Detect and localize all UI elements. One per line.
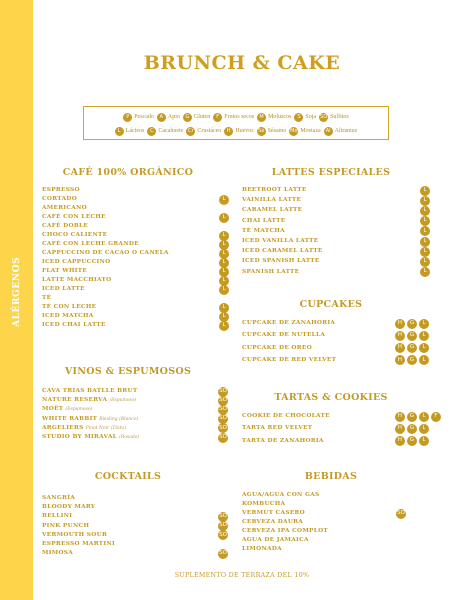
allergen-icons bbox=[218, 530, 228, 540]
section-title-cafe: CAFÉ 100% ORGÁNICO bbox=[62, 167, 194, 178]
allergen-icons bbox=[395, 355, 429, 365]
section-title-tartas: TARTAS & COOKIES bbox=[274, 392, 388, 403]
legend-item bbox=[157, 113, 180, 122]
menu-item-vinos bbox=[42, 406, 92, 412]
menu-item-cafe bbox=[42, 304, 96, 310]
menu-item-cupcakes bbox=[242, 332, 325, 338]
menu-item-cafe bbox=[42, 259, 110, 265]
menu-item-name: ICED CAPPUCCINO bbox=[42, 259, 111, 265]
allergen-icons bbox=[420, 216, 430, 226]
legend-item bbox=[224, 127, 253, 136]
sulphites-icon: SO bbox=[218, 414, 228, 424]
dairy-icon: L bbox=[219, 231, 229, 241]
gluten-icon: G bbox=[407, 412, 417, 422]
dairy-icon: L bbox=[420, 196, 430, 206]
menu-item-name: BELLINI bbox=[42, 513, 73, 520]
menu-item-cafe bbox=[42, 295, 51, 301]
menu-item-name: ICED MATCHA bbox=[42, 313, 94, 319]
sulphites-icon: SO bbox=[320, 113, 328, 120]
legend-item bbox=[257, 127, 287, 136]
menu-item-name: AGUA/AGUA CON GAS bbox=[242, 492, 320, 498]
menu-item-name: VERMOUTH SOUR bbox=[42, 531, 108, 538]
allergen-icons bbox=[395, 331, 429, 341]
menu-item-name: CARAMEL LATTE bbox=[242, 207, 303, 214]
menu-item-cocktails bbox=[42, 523, 89, 529]
allergen-icons bbox=[420, 247, 430, 257]
menu-item-name: PINK PUNCH bbox=[42, 522, 90, 529]
sulphites-icon: SO bbox=[218, 521, 228, 531]
menu-item-name: TÉ CON LECHE bbox=[42, 304, 97, 310]
menu-item-name: ESPRESSO MARTINI bbox=[42, 541, 115, 547]
legend-label: Sésamo bbox=[267, 128, 287, 134]
legend-item bbox=[115, 127, 145, 136]
dairy-icon: L bbox=[420, 206, 430, 216]
dairy-icon: L bbox=[219, 240, 229, 250]
lupin-icon: Al bbox=[324, 127, 333, 136]
allergen-icons bbox=[219, 213, 229, 223]
egg-icon: H bbox=[395, 436, 405, 446]
sulphites-icon: SO bbox=[396, 509, 406, 519]
menu-item-name: ICED CHAI LATTE bbox=[42, 322, 106, 328]
menu-item-name: COOKIE DE CHOCOLATE bbox=[242, 413, 330, 419]
section-title-cocktails: COCKTAILS bbox=[94, 471, 162, 482]
nuts-icon: F bbox=[213, 113, 222, 122]
menu-item-tartas bbox=[242, 438, 324, 444]
peanut-icon: C bbox=[147, 127, 156, 136]
menu-item-name: ICED SPANISH LATTE bbox=[242, 258, 320, 265]
menu-item-name: CAVA TRIAS BATLLE BRUT bbox=[42, 388, 138, 394]
dairy-icon: L bbox=[419, 331, 429, 341]
sulphites-icon: SO bbox=[218, 396, 228, 406]
dairy-icon: L bbox=[420, 267, 430, 277]
menu-item-cafe bbox=[42, 322, 106, 328]
egg-icon: H bbox=[395, 343, 405, 353]
allergen-icons bbox=[219, 285, 229, 295]
dairy-icon: L bbox=[219, 249, 229, 259]
menu-item-note: (Espumoso) bbox=[109, 398, 137, 404]
menu-item-name: AGUA DE JAMAICA bbox=[242, 537, 309, 543]
legend-item bbox=[319, 113, 349, 122]
gluten-icon: G bbox=[407, 436, 417, 446]
menu-item-name: CAFÉ CON LECHE bbox=[42, 214, 106, 220]
allergen-icons bbox=[420, 186, 430, 196]
dairy-icon: L bbox=[219, 195, 229, 205]
section-title-bebidas: BEBIDAS bbox=[304, 471, 358, 482]
dairy-icon: L bbox=[420, 247, 430, 257]
menu-item-lattes bbox=[242, 197, 301, 203]
menu-item-name: CERVEZA DAURA bbox=[242, 519, 304, 525]
legend-label: Sulfitos bbox=[330, 114, 349, 120]
allergen-icons bbox=[395, 424, 429, 434]
menu-item-name: CUPCAKE DE ZANAHORIA bbox=[242, 320, 336, 326]
menu-item-vinos bbox=[42, 388, 137, 394]
menu-item-name: FLAT WHITE bbox=[42, 268, 88, 274]
menu-item-bebidas bbox=[242, 537, 309, 543]
menu-item-cocktails bbox=[42, 504, 95, 510]
menu-item-cafe bbox=[42, 196, 77, 202]
menu-item-name: TÉ bbox=[42, 295, 52, 301]
menu-item-cafe bbox=[42, 250, 169, 256]
menu-item-name: NATURE RESERVA bbox=[42, 397, 108, 404]
dairy-icon: L bbox=[420, 216, 430, 226]
allergen-icons bbox=[396, 509, 406, 519]
allergen-icons bbox=[420, 237, 430, 247]
menu-item-cafe bbox=[42, 232, 107, 238]
menu-title: BRUNCH & CAKE bbox=[143, 52, 341, 74]
gluten-icon: G bbox=[407, 331, 417, 341]
sulphites-icon: SO bbox=[218, 512, 228, 522]
legend-label: Gluten bbox=[193, 114, 211, 120]
dairy-icon: L bbox=[419, 424, 429, 434]
egg-icon: H bbox=[395, 424, 405, 434]
allergen-icons bbox=[420, 267, 430, 277]
egg-icon: H bbox=[395, 331, 405, 341]
sesame-icon: Sé bbox=[258, 127, 265, 134]
sulphites-icon: SO bbox=[218, 423, 228, 433]
dairy-icon: L bbox=[419, 355, 429, 365]
legend-label: Altramuz bbox=[334, 128, 358, 134]
menu-item-lattes bbox=[242, 228, 285, 234]
dairy-icon: L bbox=[219, 258, 229, 268]
menu-item-cafe bbox=[42, 268, 87, 274]
legend-item bbox=[257, 113, 291, 122]
menu-item-note: Riesling (Blanco) bbox=[99, 416, 139, 422]
menu-item-cocktails bbox=[42, 513, 72, 519]
menu-item-name: CUPCAKE DE NUTELLA bbox=[242, 332, 326, 339]
menu-item-vinos bbox=[42, 397, 136, 403]
soy-icon: S bbox=[294, 113, 303, 122]
allergen-icons bbox=[395, 319, 429, 329]
legend-label: Moluscos bbox=[268, 114, 292, 120]
egg-icon: H bbox=[395, 319, 405, 329]
menu-item-cupcakes bbox=[242, 357, 336, 363]
dairy-icon: L bbox=[219, 213, 229, 223]
dairy-icon: L bbox=[115, 127, 124, 136]
egg-icon: H bbox=[395, 412, 405, 422]
menu-item-note: Pinot Noir (Tinto) bbox=[85, 425, 126, 431]
menu-item-name: CAFÉ CON LECHE GRANDE bbox=[42, 241, 139, 247]
gluten-icon: G bbox=[407, 424, 417, 434]
allergen-icons bbox=[219, 195, 229, 205]
dairy-icon: L bbox=[219, 321, 229, 331]
terrace-supplement-note: SUPLEMENTO DE TERRAZA DEL 10% bbox=[174, 572, 310, 579]
menu-item-lattes bbox=[242, 248, 323, 254]
allergen-icons bbox=[395, 436, 429, 446]
gluten-icon: G bbox=[407, 343, 417, 353]
crustacean-icon: Cr bbox=[188, 127, 194, 134]
gluten-icon: G bbox=[407, 319, 417, 329]
menu-item-name: TARTA DE ZANAHORIA bbox=[242, 437, 324, 444]
legend-row bbox=[84, 110, 388, 124]
section-title-cupcakes: CUPCAKES bbox=[299, 299, 363, 310]
dairy-icon: L bbox=[420, 257, 430, 267]
legend-label: Cacahuete bbox=[158, 128, 184, 134]
menu-item-cafe bbox=[42, 241, 139, 247]
menu-item-name: ICED VANILLA LATTE bbox=[242, 238, 319, 244]
menu-item-cafe bbox=[42, 277, 112, 283]
sulphites-icon: SO bbox=[218, 530, 228, 540]
menu-item-lattes bbox=[242, 258, 320, 264]
egg-icon: H bbox=[395, 355, 405, 365]
menu-item-name: TARTA RED VELVET bbox=[242, 425, 313, 432]
menu-item-name: LIMONADA bbox=[242, 546, 282, 552]
dairy-icon: L bbox=[420, 186, 430, 196]
legend-label: Pescado bbox=[134, 114, 154, 120]
dairy-icon: L bbox=[219, 267, 229, 277]
section-title-vinos: VINOS & ESPUMOSOS bbox=[64, 366, 192, 377]
menu-item-name: MOËT bbox=[42, 406, 64, 413]
menu-item-cafe bbox=[42, 214, 106, 220]
menu-item-name: CERVEZA IPA COMPLOT bbox=[242, 528, 329, 534]
legend-item bbox=[183, 113, 210, 122]
menu-item-note: (Espumoso) bbox=[65, 407, 93, 413]
menu-item-name: ICED CARAMEL LATTE bbox=[242, 248, 323, 255]
allergen-icons bbox=[218, 549, 228, 559]
dairy-icon: L bbox=[420, 226, 430, 236]
fish-icon: P bbox=[123, 113, 132, 122]
sulphites-icon: SO bbox=[218, 549, 228, 559]
menu-item-name: CAFÉ DOBLE bbox=[42, 223, 89, 229]
menu-item-name: BEETROOT LATTE bbox=[242, 187, 307, 193]
menu-item-bebidas bbox=[242, 510, 305, 516]
allergen-icons bbox=[420, 206, 430, 216]
legend-label: Frutos secos bbox=[224, 114, 255, 120]
sulphites-icon: SO bbox=[218, 387, 228, 397]
legend-item bbox=[123, 113, 154, 122]
legend-label: Crustáceo bbox=[197, 128, 222, 134]
menu-item-lattes bbox=[242, 269, 299, 275]
legend-row bbox=[84, 124, 388, 138]
allergen-icons bbox=[218, 433, 228, 443]
menu-item-tartas bbox=[242, 413, 330, 419]
menu-item-bebidas bbox=[242, 492, 320, 498]
menu-item-cafe bbox=[42, 313, 94, 319]
dairy-icon: L bbox=[219, 303, 229, 313]
legend-item bbox=[324, 127, 358, 136]
menu-item-name: VAINILLA LATTE bbox=[242, 197, 302, 204]
allergen-icons bbox=[395, 412, 441, 422]
legend-item bbox=[186, 127, 221, 136]
egg-icon: H bbox=[224, 127, 233, 136]
menu-item-name: SANGRÍA bbox=[42, 495, 76, 501]
allergen-icons bbox=[219, 321, 229, 331]
menu-item-name: ICED LATTE bbox=[42, 286, 85, 292]
menu-item-name: SPANISH LATTE bbox=[242, 268, 300, 275]
gluten-icon: G bbox=[183, 113, 192, 122]
allergens-label: ALÉRGENOS bbox=[12, 256, 22, 327]
menu-item-lattes bbox=[242, 238, 319, 244]
menu-item-name: CAPPUCCINO DE CACAO O CANELA bbox=[42, 250, 169, 256]
menu-item-vinos bbox=[42, 425, 126, 431]
menu-item-name: STUDIO BY MIRAVAL bbox=[42, 434, 118, 440]
menu-item-name: ESPRESSO bbox=[42, 187, 80, 193]
mustard-icon: Mo bbox=[290, 127, 298, 134]
dairy-icon: L bbox=[219, 285, 229, 295]
menu-item-bebidas bbox=[242, 546, 282, 552]
menu-item-tartas bbox=[242, 425, 312, 431]
menu-item-name: CORTADO bbox=[42, 196, 78, 202]
menu-item-name: ARGELIERS bbox=[42, 424, 84, 431]
menu-item-name: AMERICANO bbox=[42, 205, 88, 211]
menu-item-name: VERMUT CASERO bbox=[242, 510, 306, 516]
gluten-icon: G bbox=[407, 355, 417, 365]
menu-item-cafe bbox=[42, 205, 87, 211]
menu-item-name: LATTE MACCHIATO bbox=[42, 277, 112, 283]
menu-item-bebidas bbox=[242, 501, 285, 507]
dairy-icon: L bbox=[420, 237, 430, 247]
menu-item-name: CHOCO CALIENTE bbox=[42, 232, 108, 238]
dairy-icon: L bbox=[419, 319, 429, 329]
dairy-icon: L bbox=[419, 412, 429, 422]
allergen-legend bbox=[83, 106, 389, 140]
dairy-icon: L bbox=[219, 276, 229, 286]
menu-item-vinos bbox=[42, 434, 139, 440]
menu-item-cocktails bbox=[42, 495, 75, 501]
legend-label: Mostaza bbox=[300, 128, 321, 134]
menu-item-lattes bbox=[242, 218, 285, 224]
allergen-icons bbox=[420, 226, 430, 236]
legend-item bbox=[213, 113, 254, 122]
sulphites-icon: SO bbox=[218, 405, 228, 415]
dairy-icon: L bbox=[219, 312, 229, 322]
menu-item-cupcakes bbox=[242, 345, 312, 351]
legend-label: Lácteos bbox=[125, 128, 145, 134]
menu-item-cafe bbox=[42, 223, 88, 229]
menu-item-lattes bbox=[242, 187, 307, 193]
menu-item-cocktails bbox=[42, 541, 115, 547]
legend-label: Soja bbox=[305, 114, 317, 120]
menu-item-note: (Rosado) bbox=[119, 435, 140, 440]
dairy-icon: L bbox=[419, 436, 429, 446]
menu-item-cupcakes bbox=[242, 320, 335, 326]
legend-label: Huevos bbox=[235, 128, 254, 134]
menu-item-name: CHAI LATTE bbox=[242, 217, 286, 224]
menu-item-name: BLOODY MARY bbox=[42, 504, 96, 511]
nuts-icon: F bbox=[431, 412, 441, 422]
allergen-icons bbox=[420, 257, 430, 267]
legend-item bbox=[289, 127, 320, 136]
menu-item-name: KOMBUCHA bbox=[242, 501, 286, 507]
allergen-icons bbox=[395, 343, 429, 353]
celery-icon: A bbox=[157, 113, 166, 122]
menu-item-cocktails bbox=[42, 532, 107, 538]
menu-item-name: CUPCAKE DE OREO bbox=[242, 344, 312, 351]
legend-label: Apio bbox=[167, 114, 180, 120]
menu-item-name: TÉ MATCHA bbox=[242, 227, 285, 234]
sulphites-icon: SO bbox=[218, 433, 228, 443]
legend-item bbox=[147, 127, 183, 136]
menu-item-vinos bbox=[42, 416, 138, 422]
allergens-sidebar bbox=[0, 0, 33, 600]
menu-item-cafe bbox=[42, 286, 85, 292]
menu-item-cocktails bbox=[42, 550, 73, 556]
menu-item-name: WHITE RABBIT bbox=[42, 415, 98, 422]
menu-item-name: CUPCAKE DE RED VELVET bbox=[242, 356, 337, 363]
dairy-icon: L bbox=[419, 343, 429, 353]
menu-item-bebidas bbox=[242, 528, 328, 534]
menu-item-bebidas bbox=[242, 519, 303, 525]
allergen-icons bbox=[420, 196, 430, 206]
legend-item bbox=[294, 113, 316, 122]
menu-item-name: MIMOSA bbox=[42, 550, 74, 557]
section-title-lattes: LATTES ESPECIALES bbox=[271, 167, 391, 178]
mollusc-icon: M bbox=[257, 113, 266, 122]
menu-item-cafe bbox=[42, 187, 80, 193]
menu-item-lattes bbox=[242, 207, 302, 213]
